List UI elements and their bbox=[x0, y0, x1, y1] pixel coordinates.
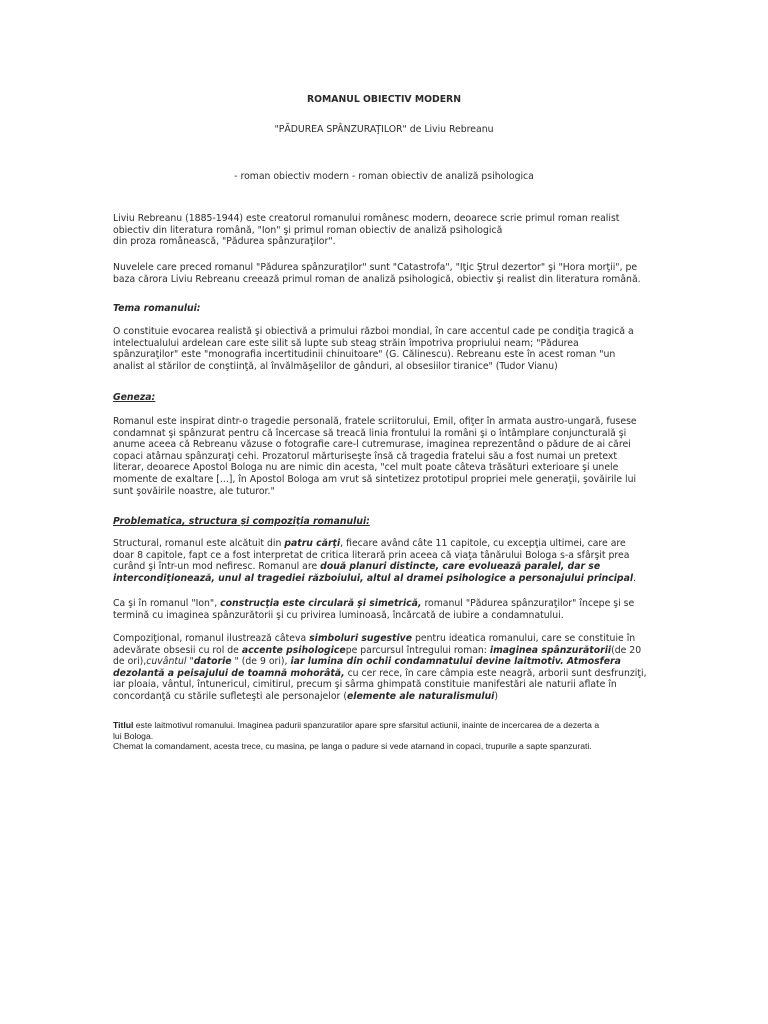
tema-heading bbox=[113, 303, 655, 315]
text-line: Romanul este inspirat dintr-o tragedie personală, fratele scriitorului, Emil, ofiţer în armata austro-ungară, fusese bbox=[113, 416, 637, 427]
geneza-heading-text: Geneza: bbox=[113, 392, 156, 403]
text-line: doar 8 capitole, fapt ce a fost interpretat de critica literară prin aceea că viaţa tânărului Bologa s-a sfârşit prea bbox=[113, 549, 630, 561]
titlul-label: Titlul bbox=[113, 720, 134, 730]
document-tagline: - roman obiectiv modern - roman obiectiv de analiză psihologica bbox=[234, 171, 534, 182]
document-subtitle: "PĂDUREA SPÂNZURAŢILOR" de Liviu Rebreanu bbox=[274, 124, 494, 135]
text-line: sunt şovăirile noastre, ale tuturor." bbox=[113, 485, 275, 497]
text-line: spânzuraţilor" este "monografia incertitudinii chinuitoare" (G. Călinescu). Rebreanu este în acest roman "un bbox=[113, 349, 616, 361]
text-line: anume aceea că Rebreanu văzuse o fotografie care-l cutremurase, imaginea reprezentând o pădure de ai cărei bbox=[113, 439, 631, 451]
text-line: Liviu Rebreanu (1885-1944) este creatorul romanului românesc modern, deoarece scrie primul roman realist bbox=[113, 213, 620, 224]
titlul-paragraph bbox=[113, 720, 673, 752]
nuvele-paragraph bbox=[113, 262, 655, 285]
text-line: obiectiv din literatura română, "Ion" şi primul roman obiectiv de analiză psihologică bbox=[113, 224, 503, 236]
text-line: momente de exaltare [...], în Apostol Bologa am vrut să sintetizez prototipul propriei mele generaţii, şovăirile lui bbox=[113, 473, 637, 485]
geneza-paragraph bbox=[113, 416, 655, 497]
text-line: Nuvelele care preced romanul "Pădurea spânzuraţilor" sunt "Catastrofa", "Iţic Ştrul dezertor" şi "Hora morţii", pe bbox=[113, 262, 638, 273]
text-line: condamnat şi spânzurat pentru că încercase să treacă linia frontului la români şi o întâmplare conjuncturală şi bbox=[113, 427, 627, 439]
text-line: din proza românească, "Pădurea spânzuraţilor". bbox=[113, 236, 336, 248]
geneza-heading bbox=[113, 392, 655, 404]
text-line: baza cărora Liviu Rebreanu creează primul roman de analiză psihologică, obiectiv şi realist din literatura română. bbox=[113, 273, 641, 285]
text-line: Structural, romanul este alcătuit din patru cărţi, fiecare având câte 11 capitole, cu excepţia ultimei, care are bbox=[113, 538, 626, 549]
tema-paragraph bbox=[113, 326, 655, 372]
symbols-paragraph bbox=[113, 633, 655, 703]
text-line: literar, deoarece Apostol Bologa nu are nimic din acesta, "cel mult poate câteva trăsături exterioare şi unele bbox=[113, 462, 619, 474]
text-line: Ca şi în romanul "Ion", construcţia este circulară şi simetrică, romanul "Pădurea spânzuraţilor" începe şi se bbox=[113, 598, 635, 609]
text-line: dezolantă a peisajului de toamnă mohorâtă, cu cer rece, în care câmpia este neagră, arborii sunt desfrunziţi, bbox=[113, 667, 647, 679]
text-line: analist al stărilor de conştiinţă, al învălmăşelilor de gânduri, al obsesiilor tiranice" (Tudor Vianu) bbox=[113, 360, 558, 372]
text-line: termină cu imaginea spânzurătorii şi cu privirea luminoasă, încărcată de iubire a condamnatului. bbox=[113, 609, 564, 621]
structure-paragraph bbox=[113, 538, 655, 584]
problematica-heading bbox=[113, 516, 655, 528]
problematica-heading-text: Problematica, structura şi compoziţia romanului: bbox=[113, 516, 370, 527]
document-title: ROMANUL OBIECTIV MODERN bbox=[306, 94, 462, 105]
text-line: Titlul este laitmotivul romanului. Imaginea padurii spanzuratilor apare spre sfarsitul actiunii, inainte de incercarea de a dezerta a bbox=[113, 720, 600, 730]
text-line: intelectualului ardelean care este silit să lupte sub steag străin împotriva propriului neam; "Pădurea bbox=[113, 337, 579, 349]
text-line: iar ploaia, vântul, întunericul, cimitirul, precum şi sârma ghimpată constituie manifestări ale naturii aflate în bbox=[113, 679, 617, 691]
construction-paragraph bbox=[113, 598, 655, 621]
text-line: intercondiţionează, unul al tragediei războiului, altul al dramei psihologice a personajului principal. bbox=[113, 572, 637, 584]
text-line: lui Bologa. bbox=[113, 730, 154, 741]
intro-paragraph bbox=[113, 213, 655, 248]
text-line: concordanţă cu stările sufleteşti ale personajelor (elemente ale naturalismului) bbox=[113, 690, 499, 702]
text-line: copaci atârnau spânzuraţi cehi. Prozatorul mărturiseşte însă că tragedia fratelui său a fost numai un pretext bbox=[113, 450, 618, 462]
text-line: Chemat la comandament, acesta trece, cu masina, pe langa o padure si vede atarnand in copaci, trupurile a sapte spanzurati. bbox=[113, 741, 592, 752]
text-line: O constituie evocarea realistă şi obiectivă a primului război mondial, în care accentul cade pe condiţia tragică a bbox=[113, 326, 634, 337]
text-line: de ori),cuvântul "datorie " (de 9 ori), iar lumina din ochii condamnatului devine laitmotiv. Atmosfera bbox=[113, 656, 621, 668]
text-line: Compoziţional, romanul ilustrează câteva simboluri sugestive pentru ideatica romanului, care se constituie în bbox=[113, 633, 636, 644]
tema-heading-text: Tema romanului: bbox=[113, 303, 201, 314]
text-line: curând şi într-un mod nefiresc. Romanul are două planuri distincte, care evoluează paralel, dar se bbox=[113, 561, 601, 573]
text-line: adevărate obsesii cu rol de accente psihologicepe parcursul întregului roman: imaginea spânzurătorii(de 20 bbox=[113, 644, 642, 656]
